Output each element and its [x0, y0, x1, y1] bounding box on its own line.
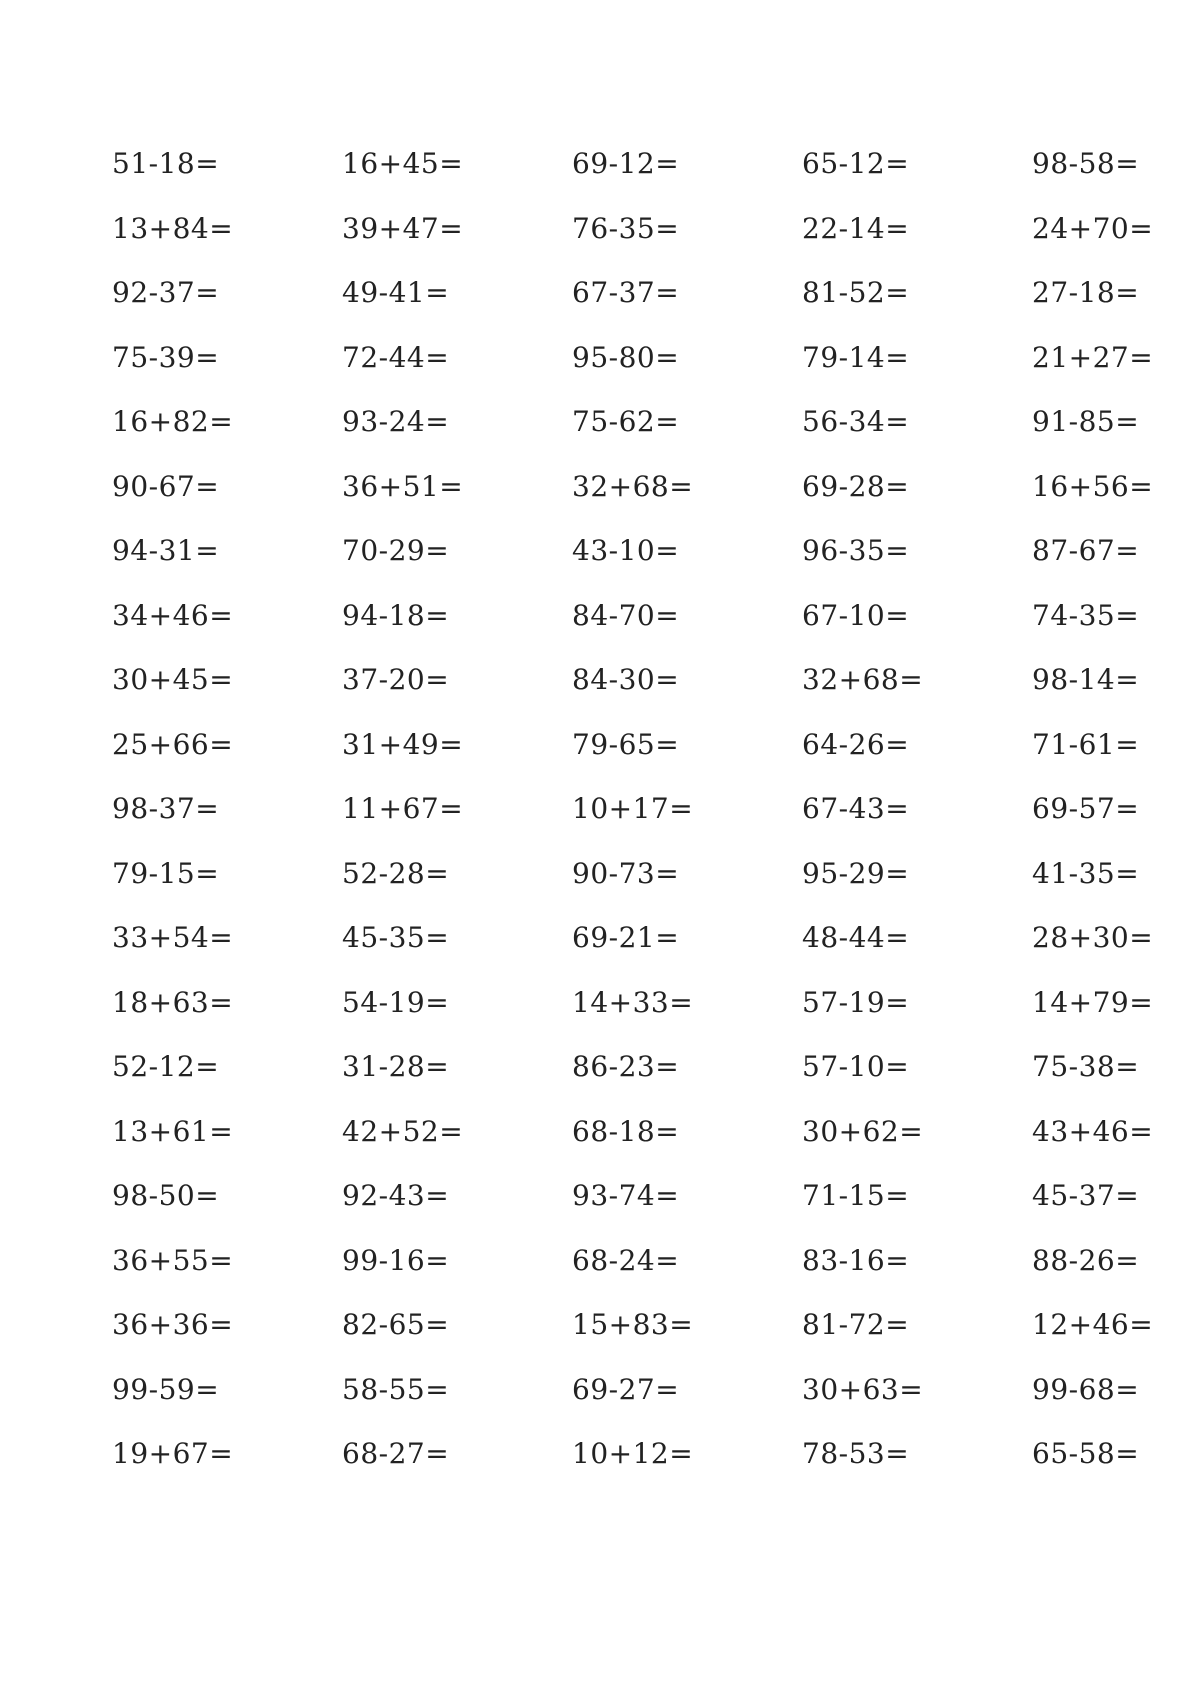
math-problem: 74-35= — [1032, 598, 1140, 632]
math-problem: 92-43= — [342, 1179, 450, 1212]
math-problem: 67-10= — [802, 598, 910, 632]
math-problem: 42+52= — [342, 1114, 464, 1148]
math-problem: 18+63= — [112, 985, 234, 1019]
math-problem: 69-21= — [572, 921, 680, 954]
math-problem: 81-52= — [802, 276, 910, 309]
math-problem: 94-31= — [112, 534, 220, 567]
math-problem: 84-70= — [572, 598, 680, 632]
math-problem: 41-35= — [1032, 856, 1140, 890]
math-problem: 93-24= — [342, 405, 450, 438]
math-problem: 72-44= — [342, 340, 450, 374]
math-problem: 57-19= — [802, 985, 910, 1019]
math-problem: 71-15= — [802, 1179, 910, 1212]
math-problem: 22-14= — [802, 211, 910, 245]
math-problem: 10+17= — [572, 792, 694, 825]
math-problem: 99-68= — [1032, 1372, 1140, 1406]
math-problem: 64-26= — [802, 727, 910, 761]
math-problem: 28+30= — [1032, 921, 1154, 954]
math-problem: 54-19= — [342, 985, 450, 1019]
math-problem: 78-53= — [802, 1437, 910, 1470]
math-problem: 25+66= — [112, 727, 234, 761]
math-problem: 98-58= — [1032, 147, 1140, 180]
math-problem: 79-14= — [802, 340, 910, 374]
math-problem: 95-80= — [572, 340, 680, 374]
math-problem: 43-10= — [572, 534, 680, 567]
math-problem: 32+68= — [802, 663, 924, 696]
math-problem: 69-57= — [1032, 792, 1140, 825]
math-problem: 36+55= — [112, 1243, 234, 1277]
math-problem: 71-61= — [1032, 727, 1140, 761]
math-problem: 69-28= — [802, 469, 910, 503]
math-problem: 24+70= — [1032, 211, 1154, 245]
math-problem: 94-18= — [342, 598, 450, 632]
math-problem: 11+67= — [342, 792, 464, 825]
math-problem: 12+46= — [1032, 1308, 1154, 1341]
math-problem: 45-35= — [342, 921, 450, 954]
math-problem: 91-85= — [1032, 405, 1140, 438]
math-problem: 82-65= — [342, 1308, 450, 1341]
math-problem: 15+83= — [572, 1308, 694, 1341]
math-problem: 70-29= — [342, 534, 450, 567]
math-problem: 87-67= — [1032, 534, 1140, 567]
math-problem: 98-14= — [1032, 663, 1140, 696]
math-problem: 31-28= — [342, 1050, 450, 1083]
math-problem: 76-35= — [572, 211, 680, 245]
math-problem: 36+51= — [342, 469, 464, 503]
problem-grid — [112, 147, 1154, 1505]
math-problem: 81-72= — [802, 1308, 910, 1341]
math-problem: 75-62= — [572, 405, 680, 438]
math-problem: 16+82= — [112, 405, 234, 438]
math-problem: 69-27= — [572, 1372, 680, 1406]
math-problem: 34+46= — [112, 598, 234, 632]
math-problem: 88-26= — [1032, 1243, 1140, 1277]
math-problem: 93-74= — [572, 1179, 680, 1212]
math-problem: 99-16= — [342, 1243, 450, 1277]
math-problem: 37-20= — [342, 663, 450, 696]
math-problem: 65-12= — [802, 147, 910, 180]
math-problem: 92-37= — [112, 276, 220, 309]
math-problem: 75-38= — [1032, 1050, 1140, 1083]
math-problem: 56-34= — [802, 405, 910, 438]
math-problem: 33+54= — [112, 921, 234, 954]
math-problem: 99-59= — [112, 1372, 220, 1406]
math-problem: 27-18= — [1032, 276, 1140, 309]
math-problem: 30+45= — [112, 663, 234, 696]
math-problem: 48-44= — [802, 921, 910, 954]
math-problem: 68-27= — [342, 1437, 450, 1470]
math-problem: 84-30= — [572, 663, 680, 696]
math-problem: 68-18= — [572, 1114, 680, 1148]
math-problem: 69-12= — [572, 147, 680, 180]
math-problem: 13+61= — [112, 1114, 234, 1148]
math-problem: 32+68= — [572, 469, 694, 503]
math-problem: 49-41= — [342, 276, 450, 309]
math-problem: 36+36= — [112, 1308, 234, 1341]
math-problem: 58-55= — [342, 1372, 450, 1406]
math-problem: 52-28= — [342, 856, 450, 890]
math-problem: 67-37= — [572, 276, 680, 309]
math-problem: 79-15= — [112, 856, 220, 890]
math-problem: 14+79= — [1032, 985, 1154, 1019]
math-problem: 19+67= — [112, 1437, 234, 1470]
math-problem: 79-65= — [572, 727, 680, 761]
math-problem: 43+46= — [1032, 1114, 1154, 1148]
math-problem: 57-10= — [802, 1050, 910, 1083]
math-problem: 10+12= — [572, 1437, 694, 1470]
math-problem: 31+49= — [342, 727, 464, 761]
math-problem: 13+84= — [112, 211, 234, 245]
math-problem: 30+63= — [802, 1372, 924, 1406]
math-problem: 98-50= — [112, 1179, 220, 1212]
math-problem: 30+62= — [802, 1114, 924, 1148]
math-problem: 51-18= — [112, 147, 220, 180]
math-problem: 67-43= — [802, 792, 910, 825]
math-problem: 14+33= — [572, 985, 694, 1019]
math-problem: 75-39= — [112, 340, 220, 374]
math-problem: 90-67= — [112, 469, 220, 503]
math-problem: 52-12= — [112, 1050, 220, 1083]
math-problem: 16+45= — [342, 147, 464, 180]
math-problem: 90-73= — [572, 856, 680, 890]
math-problem: 83-16= — [802, 1243, 910, 1277]
math-problem: 68-24= — [572, 1243, 680, 1277]
math-problem: 98-37= — [112, 792, 220, 825]
math-problem: 21+27= — [1032, 340, 1154, 374]
math-problem: 96-35= — [802, 534, 910, 567]
math-problem: 65-58= — [1032, 1437, 1140, 1470]
math-problem: 16+56= — [1032, 469, 1154, 503]
math-problem: 95-29= — [802, 856, 910, 890]
math-problem: 45-37= — [1032, 1179, 1140, 1212]
math-problem: 86-23= — [572, 1050, 680, 1083]
math-problem: 39+47= — [342, 211, 464, 245]
